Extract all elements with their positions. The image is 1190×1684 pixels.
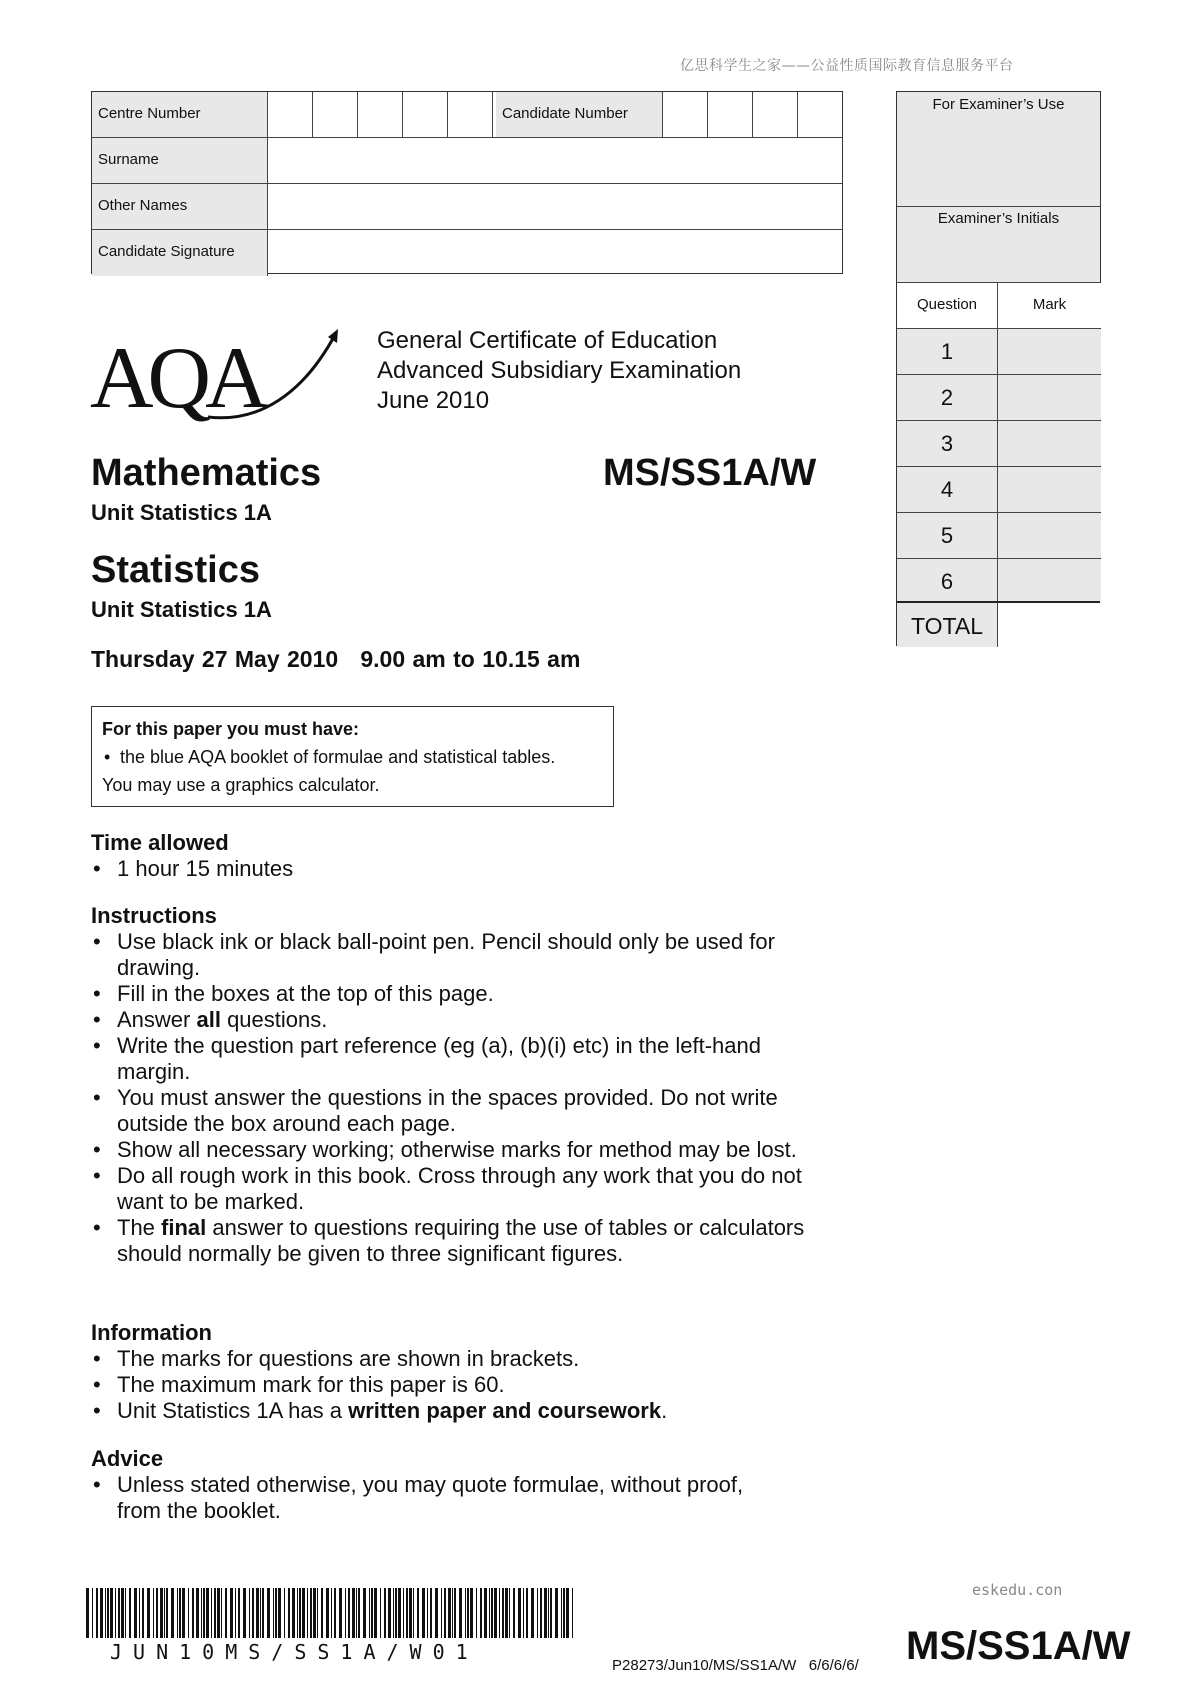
barcode-bar: [206, 1588, 209, 1638]
barcode-bar: [566, 1588, 569, 1638]
subject-title: Statistics: [91, 549, 260, 591]
barcode-bar: [225, 1588, 227, 1638]
barcode-bar: [348, 1588, 350, 1638]
centre-number-cell[interactable]: [403, 92, 448, 137]
mark-row: [897, 329, 1100, 375]
barcode-bar: [249, 1588, 250, 1638]
mark-row: [897, 375, 1100, 421]
barcode-bar: [550, 1588, 552, 1638]
time-allowed-list: [91, 856, 851, 882]
other-names-row[interactable]: [92, 184, 842, 230]
barcode-bar: [230, 1588, 233, 1638]
barcode-bar: [110, 1588, 113, 1638]
barcode-bar: [313, 1588, 316, 1638]
barcode-bar: [147, 1588, 150, 1638]
advice-list: [91, 1472, 791, 1524]
barcode-bar: [107, 1588, 109, 1638]
barcode-bar: [484, 1588, 487, 1638]
barcode-bar: [384, 1588, 386, 1638]
centre-number-cell[interactable]: [358, 92, 403, 137]
barcode-bar: [235, 1588, 236, 1638]
barcode-bar: [182, 1588, 185, 1638]
barcode-bar: [572, 1588, 573, 1638]
barcode-bar: [537, 1588, 538, 1638]
barcode-bar: [142, 1588, 144, 1638]
barcode-bar: [454, 1588, 456, 1638]
instructions-title: Instructions: [91, 903, 217, 928]
barcode-bar: [160, 1588, 163, 1638]
list-item: • 1 hour 15 minutes: [91, 856, 851, 882]
must-have-box: [91, 706, 614, 807]
question-number: 1: [897, 329, 998, 374]
barcode-bar: [86, 1588, 89, 1638]
watermark-top: 亿思科学生之家——公益性质国际教育信息服务平台: [680, 58, 1014, 74]
barcode-bar: [307, 1588, 308, 1638]
candidate-number-label: Candidate Number: [496, 92, 663, 137]
barcode-bar: [179, 1588, 181, 1638]
barcode-bar: [203, 1588, 205, 1638]
mark-cell[interactable]: [998, 375, 1101, 420]
mark-cell[interactable]: [998, 467, 1101, 512]
question-number: 6: [897, 559, 998, 604]
candidate-number-cell[interactable]: [708, 92, 753, 137]
examiner-use-header: For Examiner’s Use: [897, 92, 1100, 207]
list-item: • The final answer to questions requiring the use of tables or calculators should normally be given to three significant figures.: [91, 1215, 836, 1267]
barcode-bar: [256, 1588, 259, 1638]
barcode-bar: [345, 1588, 346, 1638]
barcode-bar: [188, 1588, 189, 1638]
barcode-bar: [292, 1588, 295, 1638]
barcode-bar: [371, 1588, 373, 1638]
barcode-bar: [297, 1588, 298, 1638]
barcode-bar: [523, 1588, 524, 1638]
barcode-bar: [177, 1588, 178, 1638]
barcode-bar: [134, 1588, 137, 1638]
barcode-bar: [393, 1588, 394, 1638]
barcode-bar: [221, 1588, 222, 1638]
barcode-bar: [363, 1588, 366, 1638]
barcode-bar: [505, 1588, 508, 1638]
information-title: Information: [91, 1320, 212, 1345]
centre-row: [92, 92, 842, 138]
barcode-bar: [540, 1588, 542, 1638]
barcode-bar: [100, 1588, 103, 1638]
barcode-bar: [262, 1588, 264, 1638]
barcode-bar: [356, 1588, 357, 1638]
barcode-bar: [164, 1588, 165, 1638]
barcode-bar: [299, 1588, 301, 1638]
candidate-number-cell[interactable]: [663, 92, 708, 137]
barcode-bar: [139, 1588, 140, 1638]
barcode-bar: [238, 1588, 240, 1638]
barcode-bar: [563, 1588, 565, 1638]
barcode: [86, 1588, 576, 1638]
watermark-bottom: eskedu.con: [972, 1581, 1063, 1599]
barcode-bar: [561, 1588, 562, 1638]
barcode-bar: [317, 1588, 318, 1638]
barcode-bar: [196, 1588, 199, 1638]
mark-cell[interactable]: [998, 513, 1101, 558]
centre-number-cell[interactable]: [268, 92, 313, 137]
list-item: • Answer all questions.: [91, 1007, 836, 1033]
footer-reference: P28273/Jun10/MS/SS1A/W 6/6/6/6/: [612, 1657, 859, 1674]
certificate-line: June 2010: [377, 387, 490, 414]
barcode-bar: [395, 1588, 397, 1638]
barcode-bar: [499, 1588, 500, 1638]
candidate-number-cell[interactable]: [798, 92, 843, 137]
mark-row: [897, 559, 1100, 605]
unit-title: Unit Statistics 1A: [91, 500, 272, 525]
barcode-bar: [406, 1588, 408, 1638]
barcode-bar: [321, 1588, 323, 1638]
barcode-bar: [331, 1588, 332, 1638]
barcode-bar: [334, 1588, 336, 1638]
instructions-list: [91, 929, 836, 1267]
exam-date: Thursday 27 May 2010 9.00 am to 10.15 am: [91, 646, 581, 672]
unit-title: Unit Statistics 1A: [91, 597, 272, 622]
surname-row[interactable]: [92, 138, 842, 184]
barcode-bar: [192, 1588, 194, 1638]
list-item: • Use black ink or black ball-point pen. Pencil should only be used for drawing.: [91, 929, 836, 981]
list-item: • Show all necessary working; otherwise marks for method may be lost.: [91, 1137, 836, 1163]
barcode-bar: [278, 1588, 281, 1638]
barcode-bar: [491, 1588, 493, 1638]
question-number: 3: [897, 421, 998, 466]
list-item: • The maximum mark for this paper is 60.: [91, 1372, 851, 1398]
information-list: [91, 1346, 851, 1424]
barcode-bar: [260, 1588, 261, 1638]
barcode-bar: [518, 1588, 521, 1638]
barcode-bar: [105, 1588, 106, 1638]
barcode-bar: [273, 1588, 274, 1638]
barcode-bar: [448, 1588, 451, 1638]
barcode-bar: [156, 1588, 158, 1638]
barcode-bar: [555, 1588, 558, 1638]
aqa-logo: [88, 325, 348, 425]
mark-row: [897, 421, 1100, 467]
examiner-initials-label: Examiner’s Initials: [937, 210, 1060, 227]
must-have-title: For this paper you must have:: [102, 719, 360, 739]
barcode-bar: [476, 1588, 477, 1638]
time-allowed-title: Time allowed: [91, 830, 229, 855]
examiner-use-box: [896, 91, 1101, 646]
barcode-bar: [267, 1588, 270, 1638]
list-item: • Unit Statistics 1A has a written paper and coursework.: [91, 1398, 851, 1424]
centre-number-cell[interactable]: [313, 92, 358, 137]
certificate-line: Advanced Subsidiary Examination: [377, 357, 742, 384]
barcode-bar: [509, 1588, 510, 1638]
barcode-bar: [526, 1588, 528, 1638]
barcode-bar: [284, 1588, 285, 1638]
barcode-bar: [480, 1588, 482, 1638]
barcode-bar: [459, 1588, 462, 1638]
barcode-bar: [326, 1588, 329, 1638]
barcode-bar: [118, 1588, 120, 1638]
mark-row: [897, 513, 1100, 559]
candidate-number-cell[interactable]: [753, 92, 798, 137]
barcode-bar: [302, 1588, 305, 1638]
barcode-bar: [153, 1588, 154, 1638]
centre-number-label: Centre Number: [92, 92, 268, 137]
barcode-bar: [403, 1588, 404, 1638]
barcode-bar: [452, 1588, 453, 1638]
list-item: • You must answer the questions in the spaces provided. Do not write outside the box around each page.: [91, 1085, 836, 1137]
mark-cell[interactable]: [998, 559, 1101, 604]
barcode-bar: [92, 1588, 93, 1638]
list-item: • Fill in the boxes at the top of this page.: [91, 981, 836, 1007]
mark-header: Mark: [998, 283, 1101, 328]
barcode-bar: [166, 1588, 168, 1638]
barcode-bar: [358, 1588, 360, 1638]
barcode-bar: [548, 1588, 549, 1638]
barcode-bar: [470, 1588, 473, 1638]
candidate-details-box: [91, 91, 843, 274]
total-row: [897, 601, 1100, 647]
barcode-text: JUN10MS/SS1A/W01: [110, 1640, 479, 1664]
barcode-bar: [413, 1588, 414, 1638]
barcode-bar: [171, 1588, 174, 1638]
total-label: TOTAL: [897, 603, 998, 647]
barcode-bar: [243, 1588, 246, 1638]
signature-row[interactable]: [92, 230, 842, 276]
barcode-bar: [217, 1588, 220, 1638]
barcode-bar: [398, 1588, 401, 1638]
certificate-block: [377, 326, 741, 416]
surname-label: Surname: [92, 138, 268, 183]
centre-number-cell[interactable]: [448, 92, 493, 137]
subject-title: Mathematics: [91, 452, 322, 494]
barcode-bar: [201, 1588, 202, 1638]
barcode-bar: [369, 1588, 370, 1638]
barcode-bar: [310, 1588, 312, 1638]
barcode-bar: [380, 1588, 381, 1638]
aqa-logo-text: AQA: [90, 330, 263, 425]
paper-code: MS/SS1A/W: [603, 452, 817, 494]
footer-paper-code: MS/SS1A/W: [906, 1624, 1131, 1668]
other-names-label: Other Names: [92, 184, 268, 229]
question-header: Question: [897, 283, 998, 328]
question-number: 2: [897, 375, 998, 420]
question-number: 5: [897, 513, 998, 558]
barcode-bar: [427, 1588, 428, 1638]
must-have-item: • the blue AQA booklet of formulae and statistical tables.: [102, 743, 603, 771]
list-item: • Unless stated otherwise, you may quote formulae, without proof, from the booklet.: [91, 1472, 791, 1524]
barcode-bar: [417, 1588, 419, 1638]
barcode-bar: [430, 1588, 432, 1638]
barcode-bar: [352, 1588, 355, 1638]
barcode-bar: [214, 1588, 216, 1638]
barcode-bar: [288, 1588, 290, 1638]
barcode-bar: [211, 1588, 212, 1638]
barcode-bar: [388, 1588, 391, 1638]
barcode-bar: [115, 1588, 116, 1638]
barcode-bar: [467, 1588, 469, 1638]
list-item: • The marks for questions are shown in brackets.: [91, 1346, 851, 1372]
barcode-bar: [441, 1588, 442, 1638]
barcode-bar: [435, 1588, 438, 1638]
list-item: • Do all rough work in this book. Cross through any work that you do not want to be marked.: [91, 1163, 836, 1215]
barcode-bar: [531, 1588, 534, 1638]
barcode-bar: [494, 1588, 497, 1638]
barcode-bar: [444, 1588, 446, 1638]
barcode-bar: [129, 1588, 131, 1638]
mark-cell[interactable]: [998, 329, 1101, 374]
barcode-bar: [96, 1588, 98, 1638]
barcode-bar: [252, 1588, 254, 1638]
advice-title: Advice: [91, 1446, 164, 1471]
barcode-bar: [339, 1588, 342, 1638]
barcode-bar: [121, 1588, 124, 1638]
mark-row: [897, 467, 1100, 513]
question-number: 4: [897, 467, 998, 512]
barcode-bar: [422, 1588, 425, 1638]
certificate-line: General Certificate of Education: [377, 327, 718, 354]
mark-header-row: [897, 283, 1100, 329]
list-item: • Write the question part reference (eg (a), (b)(i) etc) in the left-hand margin.: [91, 1033, 836, 1085]
mark-cell[interactable]: [998, 421, 1101, 466]
barcode-bar: [409, 1588, 412, 1638]
total-mark-cell[interactable]: [998, 603, 1101, 647]
calculator-note: You may use a graphics calculator.: [102, 775, 380, 795]
barcode-bar: [502, 1588, 504, 1638]
barcode-bar: [513, 1588, 515, 1638]
candidate-signature-label: Candidate Signature: [92, 230, 268, 276]
examiner-initials-cell[interactable]: [897, 207, 1100, 283]
barcode-bar: [125, 1588, 126, 1638]
barcode-bar: [275, 1588, 277, 1638]
barcode-bar: [374, 1588, 377, 1638]
barcode-bar: [489, 1588, 490, 1638]
barcode-bar: [465, 1588, 466, 1638]
barcode-bar: [544, 1588, 547, 1638]
